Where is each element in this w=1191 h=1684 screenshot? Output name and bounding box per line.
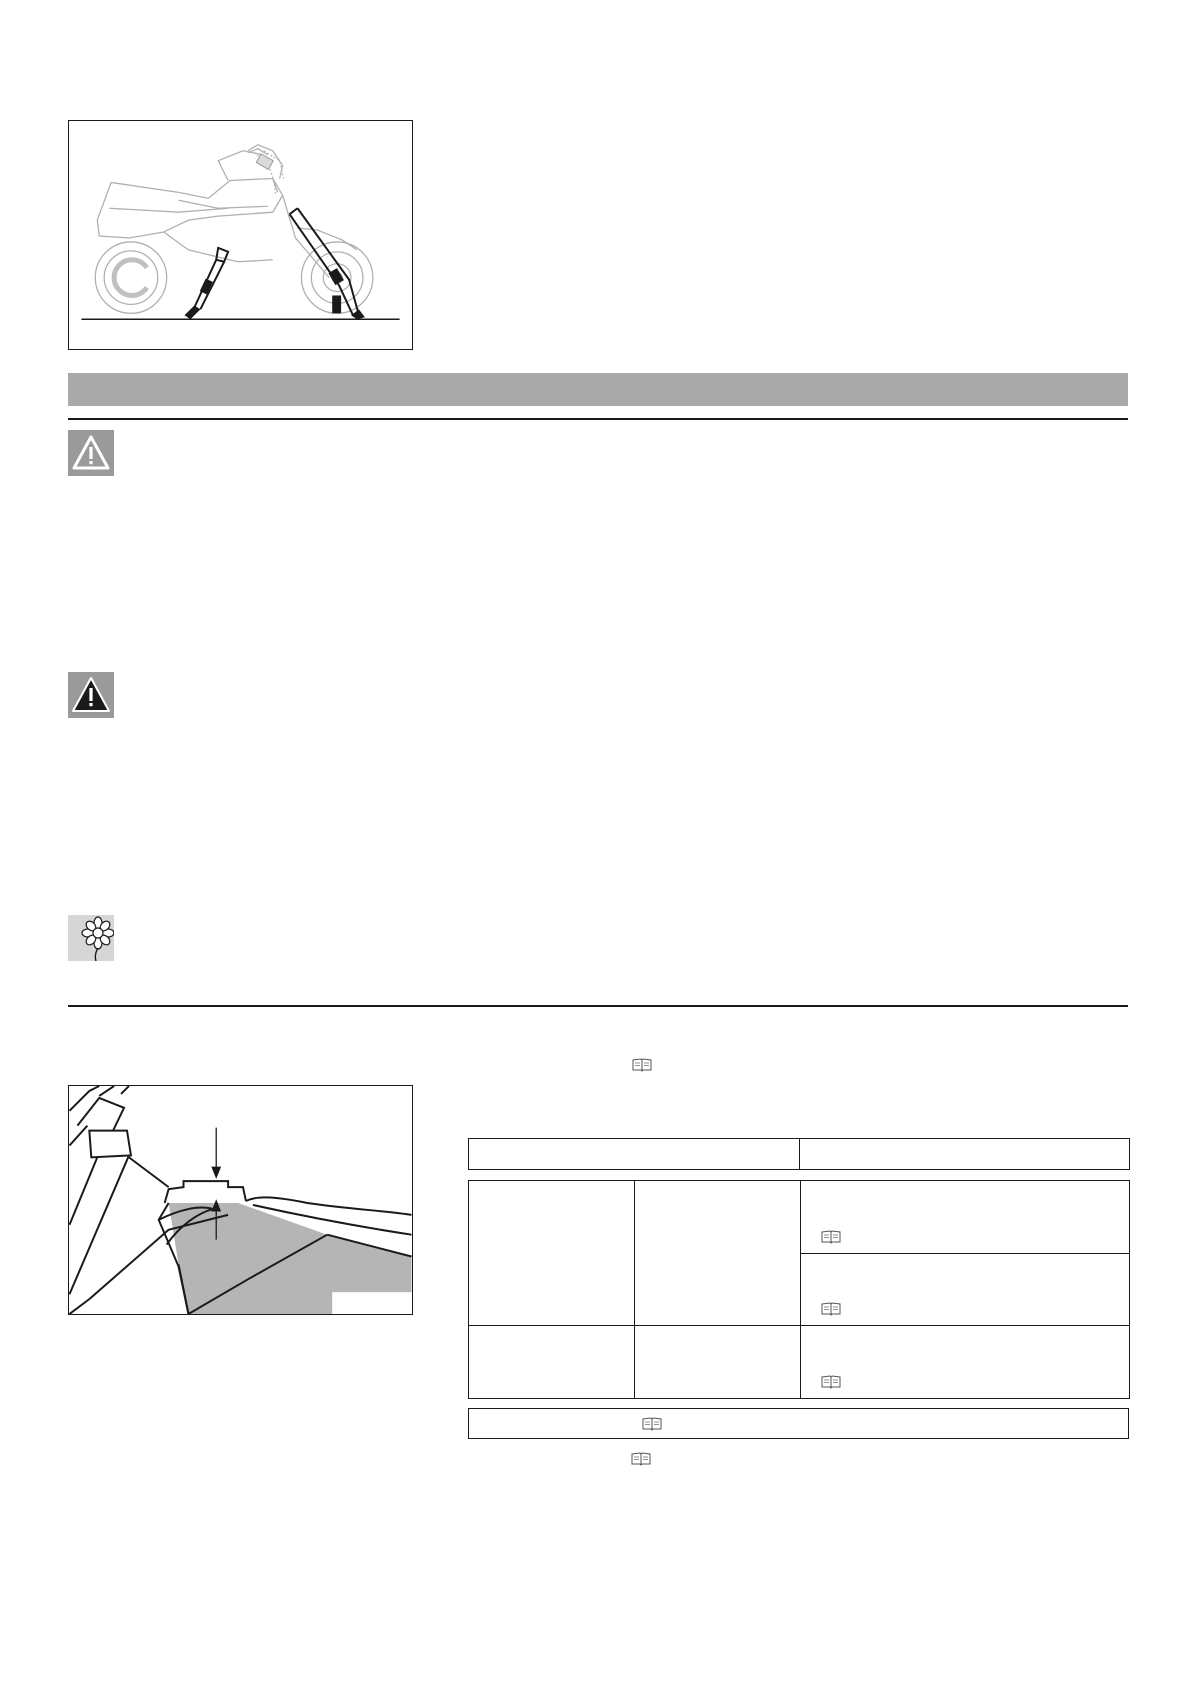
spec-table-header <box>468 1138 1130 1170</box>
table-cell <box>801 1254 1130 1326</box>
table-header-cell <box>469 1139 800 1170</box>
section-rule <box>68 418 1128 420</box>
book-icon[interactable] <box>821 1375 841 1389</box>
table-cell <box>469 1181 635 1326</box>
spec-table <box>468 1180 1130 1399</box>
motorcycle-tie-down-figure <box>68 120 413 350</box>
table-header-cell <box>800 1139 1130 1170</box>
table-cell <box>635 1181 801 1326</box>
book-icon[interactable] <box>821 1230 841 1244</box>
book-icon[interactable] <box>632 1058 652 1072</box>
table-cell <box>469 1326 635 1399</box>
table-cell <box>635 1326 801 1399</box>
book-icon[interactable] <box>821 1302 841 1316</box>
table-note-row <box>468 1408 1129 1439</box>
book-icon[interactable] <box>642 1417 662 1431</box>
table-cell <box>801 1181 1130 1254</box>
flower-icon <box>68 915 114 961</box>
fuel-tank-figure <box>68 1085 413 1315</box>
section-header-band <box>68 373 1128 406</box>
warning-icon <box>68 430 114 476</box>
section-divider <box>68 1005 1128 1007</box>
book-icon[interactable] <box>631 1452 651 1466</box>
table-cell <box>801 1326 1130 1399</box>
danger-icon <box>68 672 114 718</box>
